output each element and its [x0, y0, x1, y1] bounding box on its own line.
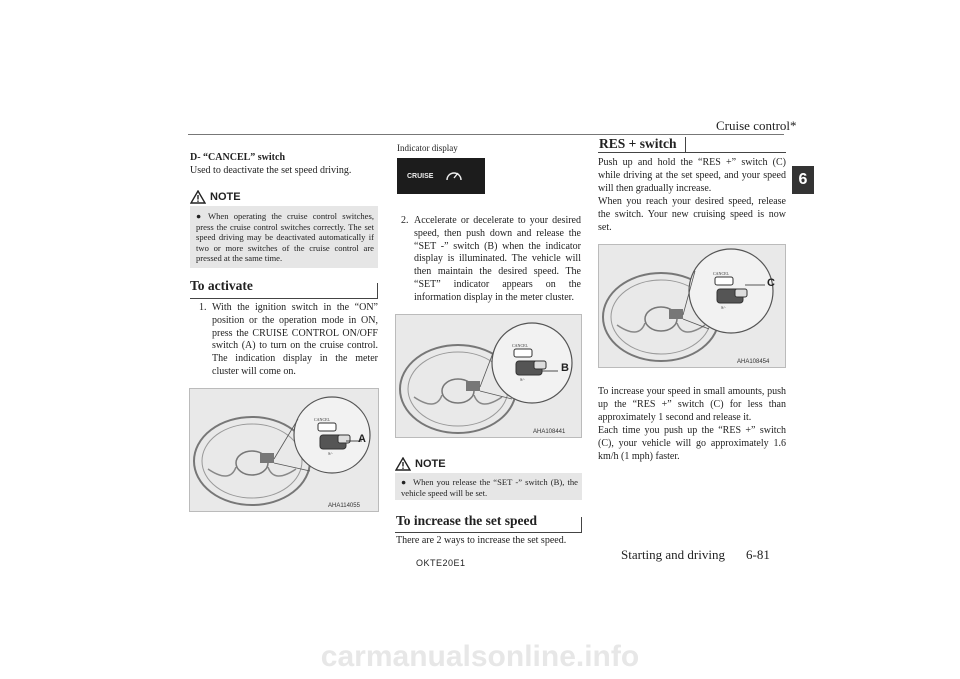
steering-wheel-illustration [599, 245, 786, 368]
heading-tick [581, 517, 582, 533]
cancel-switch-title: D- “CANCEL” switch [190, 152, 285, 163]
svg-text:S/-: S/- [520, 377, 525, 382]
steering-wheel-illustration [396, 315, 582, 438]
increase-text: There are 2 ways to increase the set speed. [396, 535, 567, 546]
figure-letter: C [767, 277, 775, 289]
res-paragraph: To increase your speed in small amounts, push up the “RES +” switch (C) for less than approximately 1 second and release it. [598, 386, 786, 423]
chapter-tab: 6 [792, 166, 814, 194]
note-label: NOTE [210, 191, 241, 203]
page-number: 6-81 [746, 547, 770, 562]
watermark: carmanualsonline.info [320, 640, 640, 673]
svg-text:S/-: S/- [721, 305, 726, 310]
steering-figure-b [395, 314, 582, 438]
note-header [190, 189, 378, 205]
warning-icon [395, 457, 411, 471]
svg-text:CANCEL: CANCEL [314, 417, 330, 422]
header-rule [188, 134, 784, 135]
indicator-text: CRUISE [407, 172, 434, 180]
svg-text:S/-: S/- [328, 451, 333, 456]
steering-figure-c [598, 244, 786, 368]
figure-letter: A [358, 433, 366, 445]
step-text: Accelerate or decelerate to your desired speed, then push down and release the “SET -” switch (B) when the indicator display is illuminated. The vehicle will then maintain the desired speed. The “SET” indicator appears on the information display in the meter cluster. [414, 215, 581, 303]
svg-text:CANCEL: CANCEL [512, 343, 528, 348]
heading-rule [598, 152, 786, 153]
heading-rule [395, 532, 582, 533]
increase-heading: To increase the set speed [396, 513, 537, 528]
activate-heading: To activate [190, 278, 253, 293]
figure-letter: B [561, 362, 569, 374]
steering-figure-a [189, 388, 379, 512]
note-header [395, 456, 582, 472]
figure-id: AHA108441 [533, 429, 566, 435]
bullet-icon: ● [196, 211, 202, 221]
note-box [395, 473, 582, 500]
heading-tick [685, 137, 686, 153]
heading-tick [377, 283, 378, 299]
figure-id: AHA114055 [328, 503, 360, 509]
res-paragraph: Each time you push up the “RES +” switch (C), your vehicle will go approximately 1.6 km/h (1 mph) faster. [598, 425, 786, 462]
page-header-title: Cruise control* [716, 118, 797, 133]
section-name: Starting and driving [621, 547, 725, 562]
figure-id: AHA108454 [737, 359, 770, 365]
step-number: 2. [401, 215, 409, 226]
step-text: With the ignition switch in the “ON” position or the operation mode in ON, press the CRUISE CONTROL ON/OFF switch (A) to turn on the cruise control. The indication display in the meter cluster will come on. [212, 302, 378, 377]
indicator-caption: Indicator display [397, 143, 458, 153]
speedometer-icon [445, 168, 463, 184]
note-text: When you release the “SET -” switch (B), the vehicle speed will be set. [401, 477, 578, 498]
svg-text:CANCEL: CANCEL [713, 271, 729, 276]
res-paragraph: When you reach your desired speed, release the switch. Your new cruising speed is now set. [598, 196, 786, 233]
steering-wheel-illustration [190, 389, 379, 512]
heading-rule [190, 298, 378, 299]
note-label: NOTE [415, 458, 446, 470]
note-text: When operating the cruise control switches, press the cruise control switches correctly. The set speed driving may be deactivated automatically if two or more switches of the cruise control are pressed at the same time. [196, 211, 374, 264]
document-code: OKTE20E1 [416, 558, 466, 568]
indicator-display [397, 158, 485, 194]
res-heading: RES + switch [599, 136, 677, 151]
note-box [190, 206, 378, 268]
warning-icon [190, 190, 206, 204]
step-number: 1. [199, 302, 207, 313]
res-paragraph: Push up and hold the “RES +” switch (C) while driving at the set speed, and your speed will then gradually increase. [598, 157, 786, 194]
bullet-icon: ● [401, 477, 407, 487]
cancel-switch-desc: Used to deactivate the set speed driving. [190, 165, 352, 176]
